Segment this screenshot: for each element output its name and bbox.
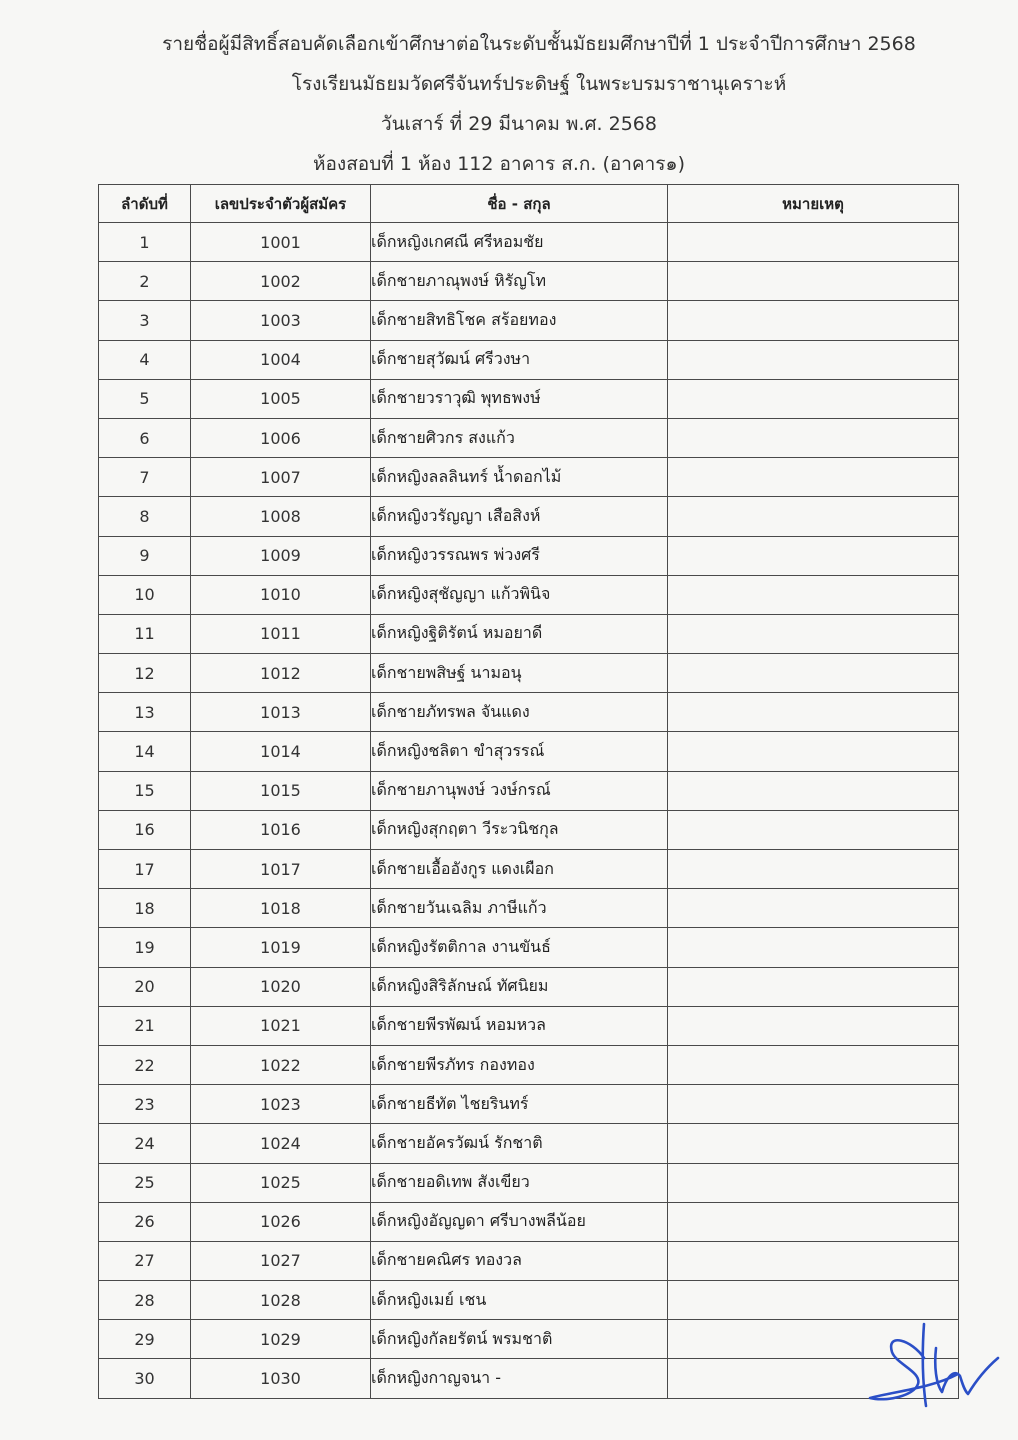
row-number: 5 xyxy=(99,379,191,418)
applicant-id: 1025 xyxy=(191,1163,371,1202)
table-row xyxy=(99,418,959,457)
table-header-row xyxy=(99,185,959,223)
remarks-cell xyxy=(668,301,959,340)
applicant-id: 1010 xyxy=(191,575,371,614)
applicant-id: 1015 xyxy=(191,771,371,810)
row-number: 23 xyxy=(99,1085,191,1124)
table-row xyxy=(99,1006,959,1045)
table-row xyxy=(99,654,959,693)
row-number: 21 xyxy=(99,1006,191,1045)
applicant-name: เด็กหญิงเมย์ เชน xyxy=(371,1281,668,1320)
table-row xyxy=(99,575,959,614)
remarks-cell xyxy=(668,262,959,301)
applicant-name: เด็กชายอัครวัฒน์ รักชาติ xyxy=(371,1124,668,1163)
applicant-id: 1019 xyxy=(191,928,371,967)
applicant-name: เด็กหญิงลลลินทร์ น้ำดอกไม้ xyxy=(371,458,668,497)
table-body xyxy=(99,223,959,1399)
remarks-cell xyxy=(668,1202,959,1241)
row-number: 12 xyxy=(99,654,191,693)
applicant-name: เด็กหญิงสุชัญญา แก้วพินิจ xyxy=(371,575,668,614)
applicant-name: เด็กหญิงสุกฤตา วีระวนิชกุล xyxy=(371,810,668,849)
table-row xyxy=(99,850,959,889)
table-row xyxy=(99,379,959,418)
applicant-name: เด็กหญิงอัญญดา ศรีบางพลีน้อย xyxy=(371,1202,668,1241)
signature xyxy=(862,1318,1002,1418)
applicant-id: 1022 xyxy=(191,1045,371,1084)
table-row xyxy=(99,1085,959,1124)
row-number: 25 xyxy=(99,1163,191,1202)
applicant-name: เด็กชายภัทรพล จันแดง xyxy=(371,693,668,732)
row-number: 10 xyxy=(99,575,191,614)
applicant-id: 1009 xyxy=(191,536,371,575)
remarks-cell xyxy=(668,614,959,653)
applicant-name: เด็กหญิงรัตติกาล งานขันธ์ xyxy=(371,928,668,967)
remarks-cell xyxy=(668,1085,959,1124)
row-number: 30 xyxy=(99,1359,191,1398)
table-row xyxy=(99,967,959,1006)
applicant-name: เด็กหญิงชลิตา ขำสุวรรณ์ xyxy=(371,732,668,771)
applicant-id: 1012 xyxy=(191,654,371,693)
table-row xyxy=(99,1202,959,1241)
remarks-cell xyxy=(668,1124,959,1163)
applicant-id: 1013 xyxy=(191,693,371,732)
applicant-id: 1028 xyxy=(191,1281,371,1320)
row-number: 24 xyxy=(99,1124,191,1163)
applicant-name: เด็กหญิงสิริลักษณ์ ทัศนิยม xyxy=(371,967,668,1006)
remarks-cell xyxy=(668,223,959,262)
applicant-id: 1024 xyxy=(191,1124,371,1163)
applicant-name: เด็กหญิงฐิติรัตน์ หมอยาดี xyxy=(371,614,668,653)
row-number: 4 xyxy=(99,340,191,379)
table-row xyxy=(99,732,959,771)
applicant-id: 1018 xyxy=(191,889,371,928)
applicant-id: 1027 xyxy=(191,1241,371,1280)
applicant-name: เด็กชายภานุพงษ์ วงษ์กรณ์ xyxy=(371,771,668,810)
remarks-cell xyxy=(668,418,959,457)
remarks-cell xyxy=(668,850,959,889)
table-row xyxy=(99,223,959,262)
row-number: 1 xyxy=(99,223,191,262)
remarks-cell xyxy=(668,458,959,497)
applicant-id: 1006 xyxy=(191,418,371,457)
row-number: 11 xyxy=(99,614,191,653)
remarks-cell xyxy=(668,1006,959,1045)
table-row xyxy=(99,340,959,379)
applicant-id: 1029 xyxy=(191,1320,371,1359)
row-number: 6 xyxy=(99,418,191,457)
applicant-name: เด็กชายภาณุพงษ์ หิรัญโท xyxy=(371,262,668,301)
row-number: 13 xyxy=(99,693,191,732)
remarks-cell xyxy=(668,536,959,575)
applicant-id: 1020 xyxy=(191,967,371,1006)
applicant-id: 1008 xyxy=(191,497,371,536)
table-row xyxy=(99,1163,959,1202)
row-number: 14 xyxy=(99,732,191,771)
row-number: 15 xyxy=(99,771,191,810)
applicant-name: เด็กชายวราวุฒิ พุทธพงษ์ xyxy=(371,379,668,418)
remarks-cell xyxy=(668,1281,959,1320)
applicant-name: เด็กหญิงวรรณพร พ่วงศรี xyxy=(371,536,668,575)
row-number: 27 xyxy=(99,1241,191,1280)
column-header-number: ลำดับที่ xyxy=(99,185,191,223)
row-number: 20 xyxy=(99,967,191,1006)
applicant-name: เด็กชายวันเฉลิม ภาษีแก้ว xyxy=(371,889,668,928)
applicant-id: 1011 xyxy=(191,614,371,653)
remarks-cell xyxy=(668,575,959,614)
applicant-id: 1005 xyxy=(191,379,371,418)
table-row xyxy=(99,1320,959,1359)
applicant-name: เด็กชายอดิเทพ สังเขียว xyxy=(371,1163,668,1202)
applicant-name: เด็กชายพีรภัทร กองทอง xyxy=(371,1045,668,1084)
applicant-id: 1007 xyxy=(191,458,371,497)
table-row xyxy=(99,1359,959,1398)
applicant-id: 1030 xyxy=(191,1359,371,1398)
remarks-cell xyxy=(668,928,959,967)
row-number: 2 xyxy=(99,262,191,301)
applicant-id: 1023 xyxy=(191,1085,371,1124)
column-header-remarks: หมายเหตุ xyxy=(668,185,959,223)
remarks-cell xyxy=(668,889,959,928)
applicant-name: เด็กชายเอื้ออังกูร แดงเผือก xyxy=(371,850,668,889)
table-row xyxy=(99,614,959,653)
remarks-cell xyxy=(668,379,959,418)
header-school: โรงเรียนมัธยมวัดศรีจันทร์ประดิษฐ์ ในพระบรมราชานุเคราะห์ xyxy=(291,73,787,95)
table-row xyxy=(99,497,959,536)
row-number: 7 xyxy=(99,458,191,497)
applicant-name: เด็กชายพสิษฐ์ นามอนุ xyxy=(371,654,668,693)
header-date: วันเสาร์ ที่ 29 มีนาคม พ.ศ. 2568 xyxy=(381,113,657,135)
remarks-cell xyxy=(668,1163,959,1202)
remarks-cell xyxy=(668,1241,959,1280)
remarks-cell xyxy=(668,654,959,693)
remarks-cell xyxy=(668,967,959,1006)
table-row xyxy=(99,889,959,928)
applicant-id: 1014 xyxy=(191,732,371,771)
header-title: รายชื่อผู้มีสิทธิ์สอบคัดเลือกเข้าศึกษาต่อในระดับชั้นมัธยมศึกษาปีที่ 1 ประจำปีการศึกษา 2568 xyxy=(162,33,916,55)
row-number: 8 xyxy=(99,497,191,536)
table-row xyxy=(99,458,959,497)
remarks-cell xyxy=(668,340,959,379)
row-number: 26 xyxy=(99,1202,191,1241)
remarks-cell xyxy=(668,497,959,536)
table-row xyxy=(99,928,959,967)
column-header-applicant-id: เลขประจำตัวผู้สมัคร xyxy=(191,185,371,223)
table-row xyxy=(99,1045,959,1084)
applicant-name: เด็กชายพีรพัฒน์ หอมหวล xyxy=(371,1006,668,1045)
remarks-cell xyxy=(668,732,959,771)
applicant-name: เด็กชายธีทัต ไชยรินทร์ xyxy=(371,1085,668,1124)
applicant-name: เด็กชายศิวกร สงแก้ว xyxy=(371,418,668,457)
table-row xyxy=(99,262,959,301)
row-number: 28 xyxy=(99,1281,191,1320)
table-row xyxy=(99,301,959,340)
remarks-cell xyxy=(668,810,959,849)
row-number: 16 xyxy=(99,810,191,849)
table-row xyxy=(99,536,959,575)
row-number: 9 xyxy=(99,536,191,575)
column-header-name: ชื่อ - สกุล xyxy=(371,185,668,223)
applicant-name: เด็กหญิงกัลยรัตน์ พรมชาติ xyxy=(371,1320,668,1359)
table-row xyxy=(99,771,959,810)
row-number: 29 xyxy=(99,1320,191,1359)
applicant-name: เด็กหญิงกาญจนา - xyxy=(371,1359,668,1398)
remarks-cell xyxy=(668,1045,959,1084)
table-row xyxy=(99,1124,959,1163)
applicant-id: 1016 xyxy=(191,810,371,849)
applicant-id: 1026 xyxy=(191,1202,371,1241)
applicant-id: 1003 xyxy=(191,301,371,340)
row-number: 19 xyxy=(99,928,191,967)
table-row xyxy=(99,810,959,849)
remarks-cell xyxy=(668,693,959,732)
applicant-id: 1002 xyxy=(191,262,371,301)
table-row xyxy=(99,1241,959,1280)
applicant-name: เด็กชายคณิศร ทองวล xyxy=(371,1241,668,1280)
applicant-id: 1021 xyxy=(191,1006,371,1045)
applicant-name: เด็กหญิงวรัญญา เสือสิงห์ xyxy=(371,497,668,536)
applicant-id: 1017 xyxy=(191,850,371,889)
row-number: 18 xyxy=(99,889,191,928)
header-room: ห้องสอบที่ 1 ห้อง 112 อาคาร ส.ก. (อาคาร๑) xyxy=(312,153,685,175)
applicant-name: เด็กชายสุวัฒน์ ศรีวงษา xyxy=(371,340,668,379)
applicant-name: เด็กชายสิทธิโชค สร้อยทอง xyxy=(371,301,668,340)
row-number: 22 xyxy=(99,1045,191,1084)
row-number: 17 xyxy=(99,850,191,889)
applicant-id: 1001 xyxy=(191,223,371,262)
applicant-name: เด็กหญิงเกศณี ศรีหอมชัย xyxy=(371,223,668,262)
remarks-cell xyxy=(668,771,959,810)
candidate-table xyxy=(98,184,959,1399)
table-row xyxy=(99,1281,959,1320)
applicant-id: 1004 xyxy=(191,340,371,379)
row-number: 3 xyxy=(99,301,191,340)
table-row xyxy=(99,693,959,732)
